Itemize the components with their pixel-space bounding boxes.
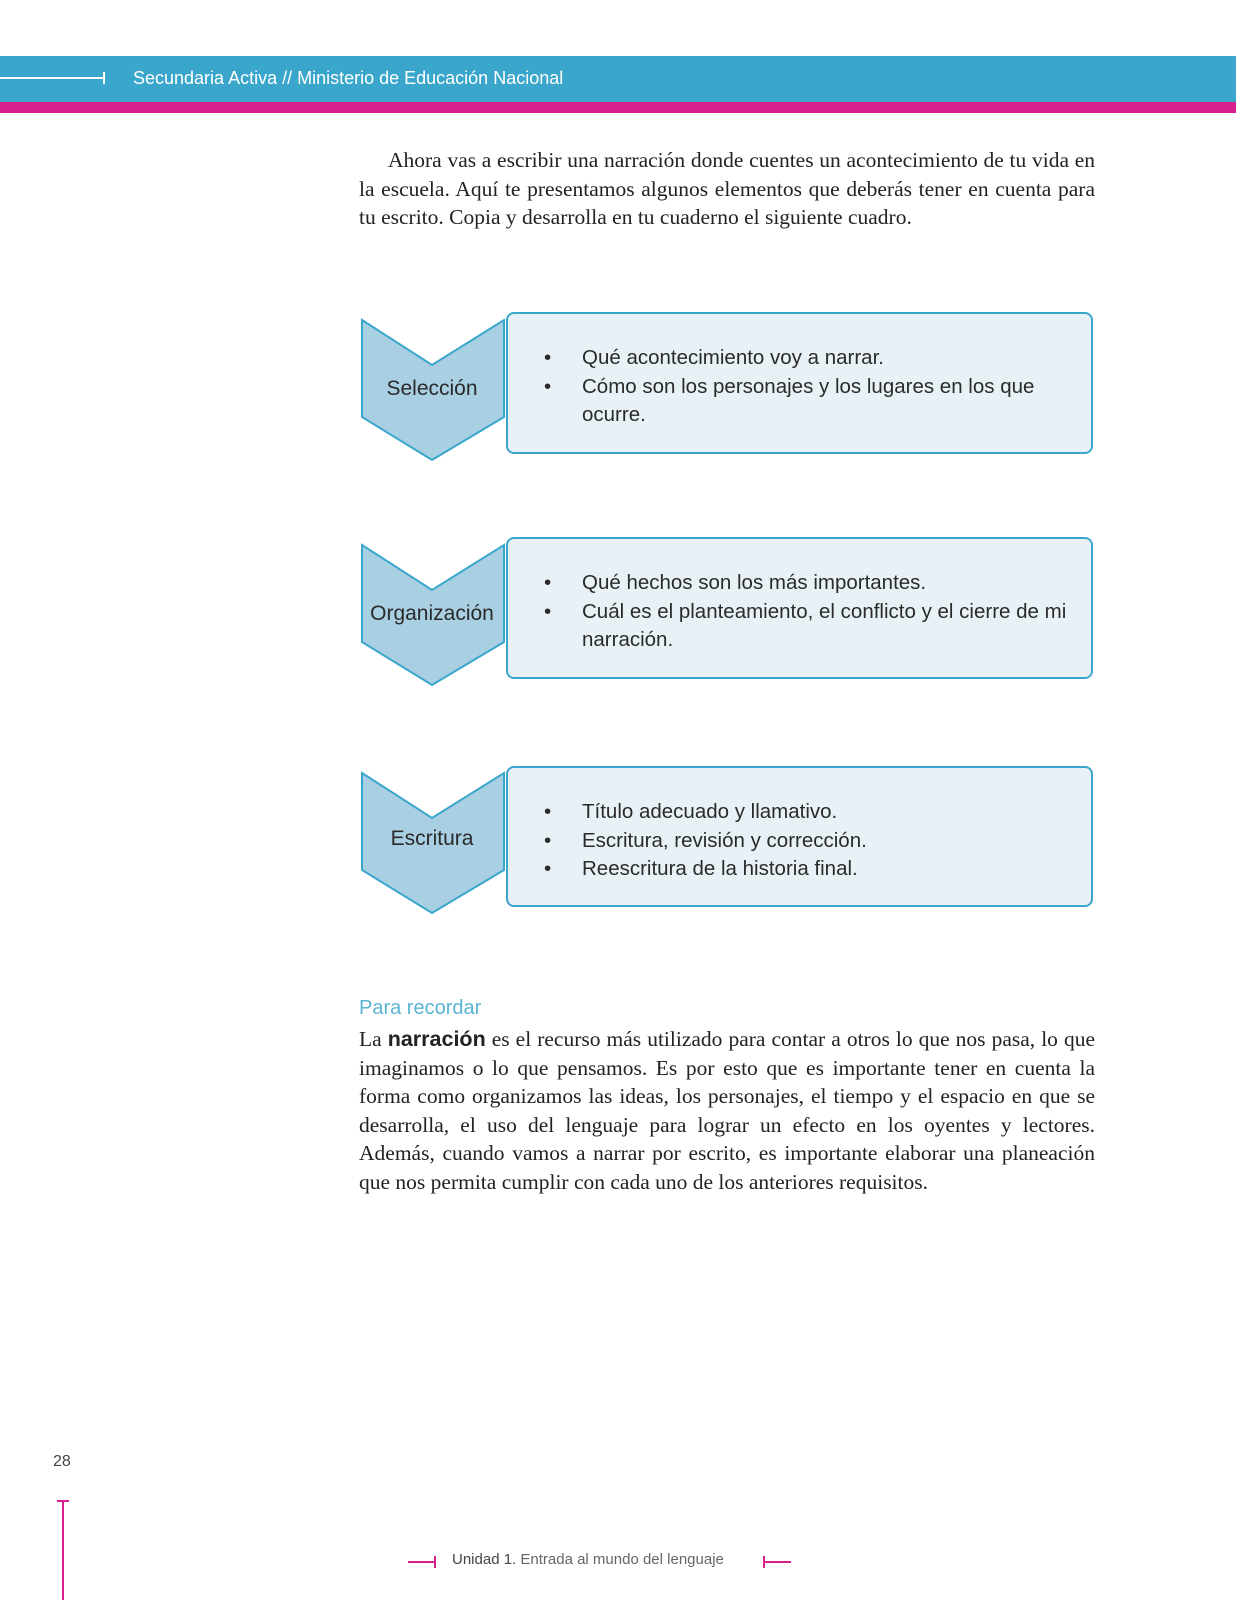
footer-rule-right [763, 1561, 791, 1563]
footer-rule-right-tick [763, 1556, 765, 1568]
step-box-escritura [506, 766, 1093, 907]
list-item [544, 598, 1074, 655]
intro-text: Ahora vas a escribir una narración donde cuentes un acontecimiento de tu vida en la escuela. Aquí te presentamos algunos elementos que deberás tener en cuenta para tu escrito. Copia y desarrolla en tu cuaderno el siguiente cuadro. [359, 148, 1095, 229]
item-text: Reescritura de la historia final. [582, 857, 858, 880]
step-label: Escritura [390, 827, 474, 850]
bullet-icon: • [544, 800, 552, 823]
chevron-organizacion [359, 542, 509, 692]
header-accent-stripe [0, 102, 1236, 113]
header-rule [0, 77, 104, 79]
bullet-icon: • [544, 346, 552, 369]
list-item [544, 373, 1074, 430]
header-title: Secundaria Activa // Ministerio de Educación Nacional [133, 68, 564, 88]
remember-bold-term: narración [387, 1027, 486, 1051]
remember-body: es el recurso más utilizado para contar a otros lo que nos pasa, lo que imaginamos o lo que pensamos. Es por esto que es importante tener en cuenta la forma como organizamos las ideas, los personajes, el tiempo y el espacio en que se desarrolla, el uso del lenguaje para lograr un efecto en los oyentes y lectores. Además, cuando vamos a narrar por escrito, es importante elaborar una planeación que nos permita cumplir con cada uno de los anteriores requisitos. [359, 1027, 1095, 1194]
list-item [544, 855, 1074, 884]
footer-unit: Unidad 1. [452, 1551, 517, 1568]
item-text: Qué hechos son los más importantes. [582, 571, 927, 594]
bullet-icon: • [544, 857, 552, 880]
step-label: Organización [370, 602, 494, 625]
item-text: Cuál es el planteamiento, el conflicto y el cierre de mi narración. [582, 599, 1067, 651]
list-item [544, 827, 1074, 856]
footer-title: Entrada al mundo del lenguaje [516, 1551, 724, 1568]
header-rule-tick [103, 72, 105, 84]
margin-rule [62, 1500, 64, 1600]
bullet-icon: • [544, 374, 552, 398]
intro-paragraph [359, 146, 1095, 232]
chevron-escritura [359, 770, 509, 920]
page-number: 28 [53, 1453, 71, 1470]
item-text: Escritura, revisión y corrección. [582, 828, 867, 852]
item-text: Qué acontecimiento voy a narrar. [582, 346, 884, 369]
footer-unit-title [452, 1551, 724, 1568]
bullet-icon: • [544, 828, 552, 852]
item-text: Cómo son los personajes y los lugares en los que ocurre. [582, 374, 1035, 426]
bullet-icon: • [544, 599, 552, 623]
list-item [544, 344, 1074, 373]
step-box-organizacion [506, 537, 1093, 679]
bullet-icon: • [544, 571, 552, 594]
remember-lead: La [359, 1027, 388, 1051]
chevron-seleccion [359, 317, 509, 467]
footer-rule-left-tick [434, 1556, 436, 1568]
step-list [544, 798, 1074, 884]
step-box-seleccion [506, 312, 1093, 454]
step-list [544, 344, 1074, 430]
remember-heading: Para recordar [359, 997, 482, 1019]
remember-paragraph [359, 1025, 1095, 1196]
list-item [544, 798, 1074, 827]
footer-rule-left [408, 1561, 436, 1563]
item-text: Título adecuado y llamativo. [582, 800, 838, 823]
step-list [544, 569, 1074, 655]
step-label: Selección [386, 377, 478, 400]
list-item [544, 569, 1074, 598]
